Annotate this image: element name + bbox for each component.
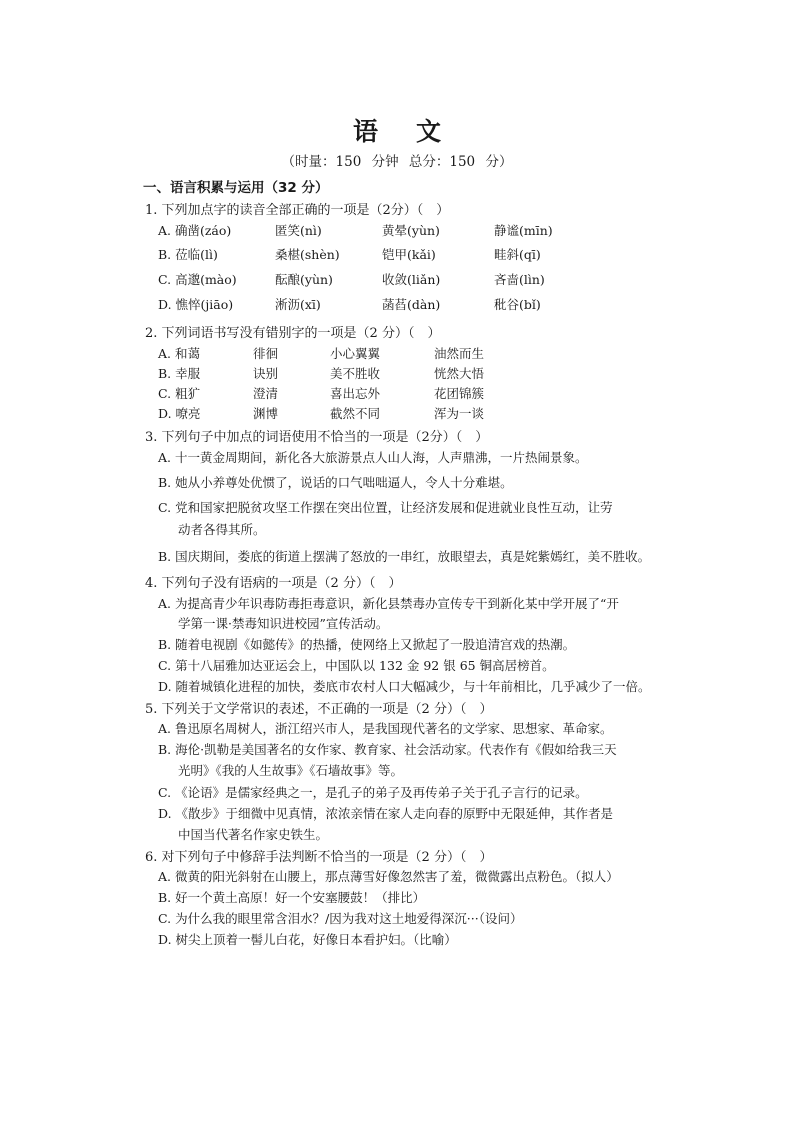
- q1-option-b-word-3: 铠甲(kǎi): [382, 247, 436, 262]
- q4-option-b: B. 随着电视剧《如懿传》的热播，使网络上又掀起了一股追清宫戏的热潮。: [158, 637, 576, 652]
- question-6-stem: 6. 对下列句子中修辞手法判断不恰当的一项是（2 分）（ ）: [145, 850, 493, 865]
- q2-option-b-word-1: B. 幸服: [158, 366, 201, 381]
- q2-option-a-word-4: 油然而生: [434, 346, 485, 361]
- q2-option-b-word-3: 美不胜收: [330, 366, 381, 381]
- question-2-stem: 2. 下列词语书写没有错别字的一项是（2 分）（ ）: [145, 326, 441, 341]
- q2-option-a-word-2: 徘徊: [253, 346, 279, 361]
- q1-option-b-word-4: 畦斜(qī): [494, 247, 541, 262]
- q1-option-c-word-1: C. 高邈(mào): [158, 272, 237, 287]
- section-heading: 一、语言积累与运用（32 分）: [143, 180, 329, 196]
- q1-option-a-word-3: 黄晕(yùn): [382, 223, 440, 238]
- q5-option-d-line-2: 中国当代著名作家史铁生。: [178, 827, 329, 842]
- q2-option-d-word-3: 截然不同: [330, 406, 381, 421]
- q5-option-a: A. 鲁迅原名周树人，浙江绍兴市人，是我国现代著名的文学家、思想家、革命家。: [158, 721, 613, 736]
- exam-time-score: （时量：150 分钟 总分：150 分）: [281, 154, 513, 170]
- q2-option-a-word-3: 小心翼翼: [330, 346, 381, 361]
- q1-option-d-word-2: 淅沥(xī): [275, 297, 321, 312]
- q1-option-c-word-3: 收敛(liǎn): [382, 272, 441, 287]
- page-title: 语文: [352, 117, 479, 146]
- q2-option-c-word-3: 喜出忘外: [330, 386, 381, 401]
- q1-option-c-word-4: 吝啬(lìn): [494, 272, 545, 287]
- q5-option-d-line-1: D. 《散步》于细微中见真情，浓浓亲情在家人走向春的原野中无限延伸，其作者是: [158, 806, 614, 821]
- q3-option-c-line-1: C. 党和国家把脱贫攻坚工作摆在突出位置，让经济发展和促进就业良性互动，让劳: [158, 500, 613, 515]
- q4-option-a-line-1: A. 为提高青少年识毒防毒拒毒意识，新化县禁毒办宣传专干到新化某中学开展了“开: [158, 596, 619, 611]
- q6-option-b: B. 好一个黄土高原！好一个安塞腰鼓！（排比）: [158, 890, 426, 905]
- q3-option-b: B. 她从小养尊处优惯了，说话的口气咄咄逼人，令人十分难堪。: [158, 475, 513, 490]
- q1-option-d-word-1: D. 憔悴(jiāo): [158, 297, 234, 312]
- q1-option-a-word-4: 静谧(mīn): [494, 223, 553, 238]
- q1-option-d-word-3: 菡萏(dàn): [382, 297, 441, 312]
- q1-option-b-word-1: B. 莅临(lì): [158, 247, 218, 262]
- q3-option-c-line-2: 动者各得其所。: [178, 522, 266, 537]
- q6-option-a: A. 微黄的阳光斜射在山腰上，那点薄雪好像忽然害了羞，微微露出点粉色。（拟人）: [158, 869, 619, 884]
- q5-option-c: C. 《论语》是儒家经典之一，是孔子的弟子及再传弟子关于孔子言行的记录。: [158, 785, 588, 800]
- q4-option-c: C. 第十八届雅加达亚运会上，中国队以 132 金 92 银 65 铜高居榜首。: [158, 658, 555, 673]
- q1-option-a-word-2: 匿笑(nì): [275, 223, 322, 238]
- q4-option-d: D. 随着城镇化进程的加快，娄底市农村人口大幅减少，与十年前相比，几乎减少了一倍。: [158, 679, 651, 694]
- q2-option-d-word-4: 浑为一谈: [434, 406, 485, 421]
- q2-option-d-word-2: 渊博: [253, 406, 279, 421]
- q1-option-c-word-2: 酝酿(yùn): [275, 272, 333, 287]
- q2-option-a-word-1: A. 和蔼: [158, 346, 200, 361]
- q2-option-b-word-4: 恍然大悟: [434, 366, 485, 381]
- q1-option-b-word-2: 桑椹(shèn): [275, 247, 340, 262]
- q1-option-d-word-4: 秕谷(bǐ): [494, 297, 541, 312]
- q6-option-c: C. 为什么我的眼里常含泪水？/因为我对这土地爱得深沉···（设问）: [158, 911, 523, 926]
- q2-option-d-word-1: D. 嘹亮: [158, 406, 201, 421]
- q5-option-b-line-1: B. 海伦·凯勒是美国著名的女作家、教育家、社会活动家。代表作有《假如给我三天: [158, 742, 617, 757]
- q2-option-c-word-1: C. 粗犷: [158, 386, 201, 401]
- question-4-stem: 4. 下列句子没有语病的一项是（2 分）（ ）: [145, 576, 402, 591]
- q1-option-a-word-1: A. 确凿(záo): [158, 223, 232, 238]
- q2-option-c-word-4: 花团锦簇: [434, 386, 485, 401]
- q2-option-b-word-2: 诀别: [253, 366, 279, 381]
- q6-option-d: D. 树尖上顶着一髻儿白花，好像日本看护妇。（比喻）: [158, 932, 457, 947]
- question-3-stem: 3. 下列句子中加点的词语使用不恰当的一项是（2分）（ ）: [145, 430, 489, 445]
- q3-option-a: A. 十一黄金周期间，新化各大旅游景点人山人海，人声鼎沸，一片热闹景象。: [158, 450, 588, 465]
- q2-option-c-word-2: 澄清: [253, 386, 279, 401]
- question-5-stem: 5. 下列关于文学常识的表述，不正确的一项是（2 分）（ ）: [145, 702, 493, 717]
- q4-option-a-line-2: 学第一课·禁毒知识进校园”宣传活动。: [178, 616, 389, 631]
- q5-option-b-line-2: 光明》《我的人生故事》《石墙故事》等。: [178, 763, 404, 778]
- q3-option-d: B. 国庆期间，娄底的街道上摆满了怒放的一串红，放眼望去，真是姹紫嫣红，美不胜收。: [158, 549, 651, 564]
- question-1-stem: 1. 下列加点字的读音全部正确的一项是（2分）（ ）: [145, 203, 450, 218]
